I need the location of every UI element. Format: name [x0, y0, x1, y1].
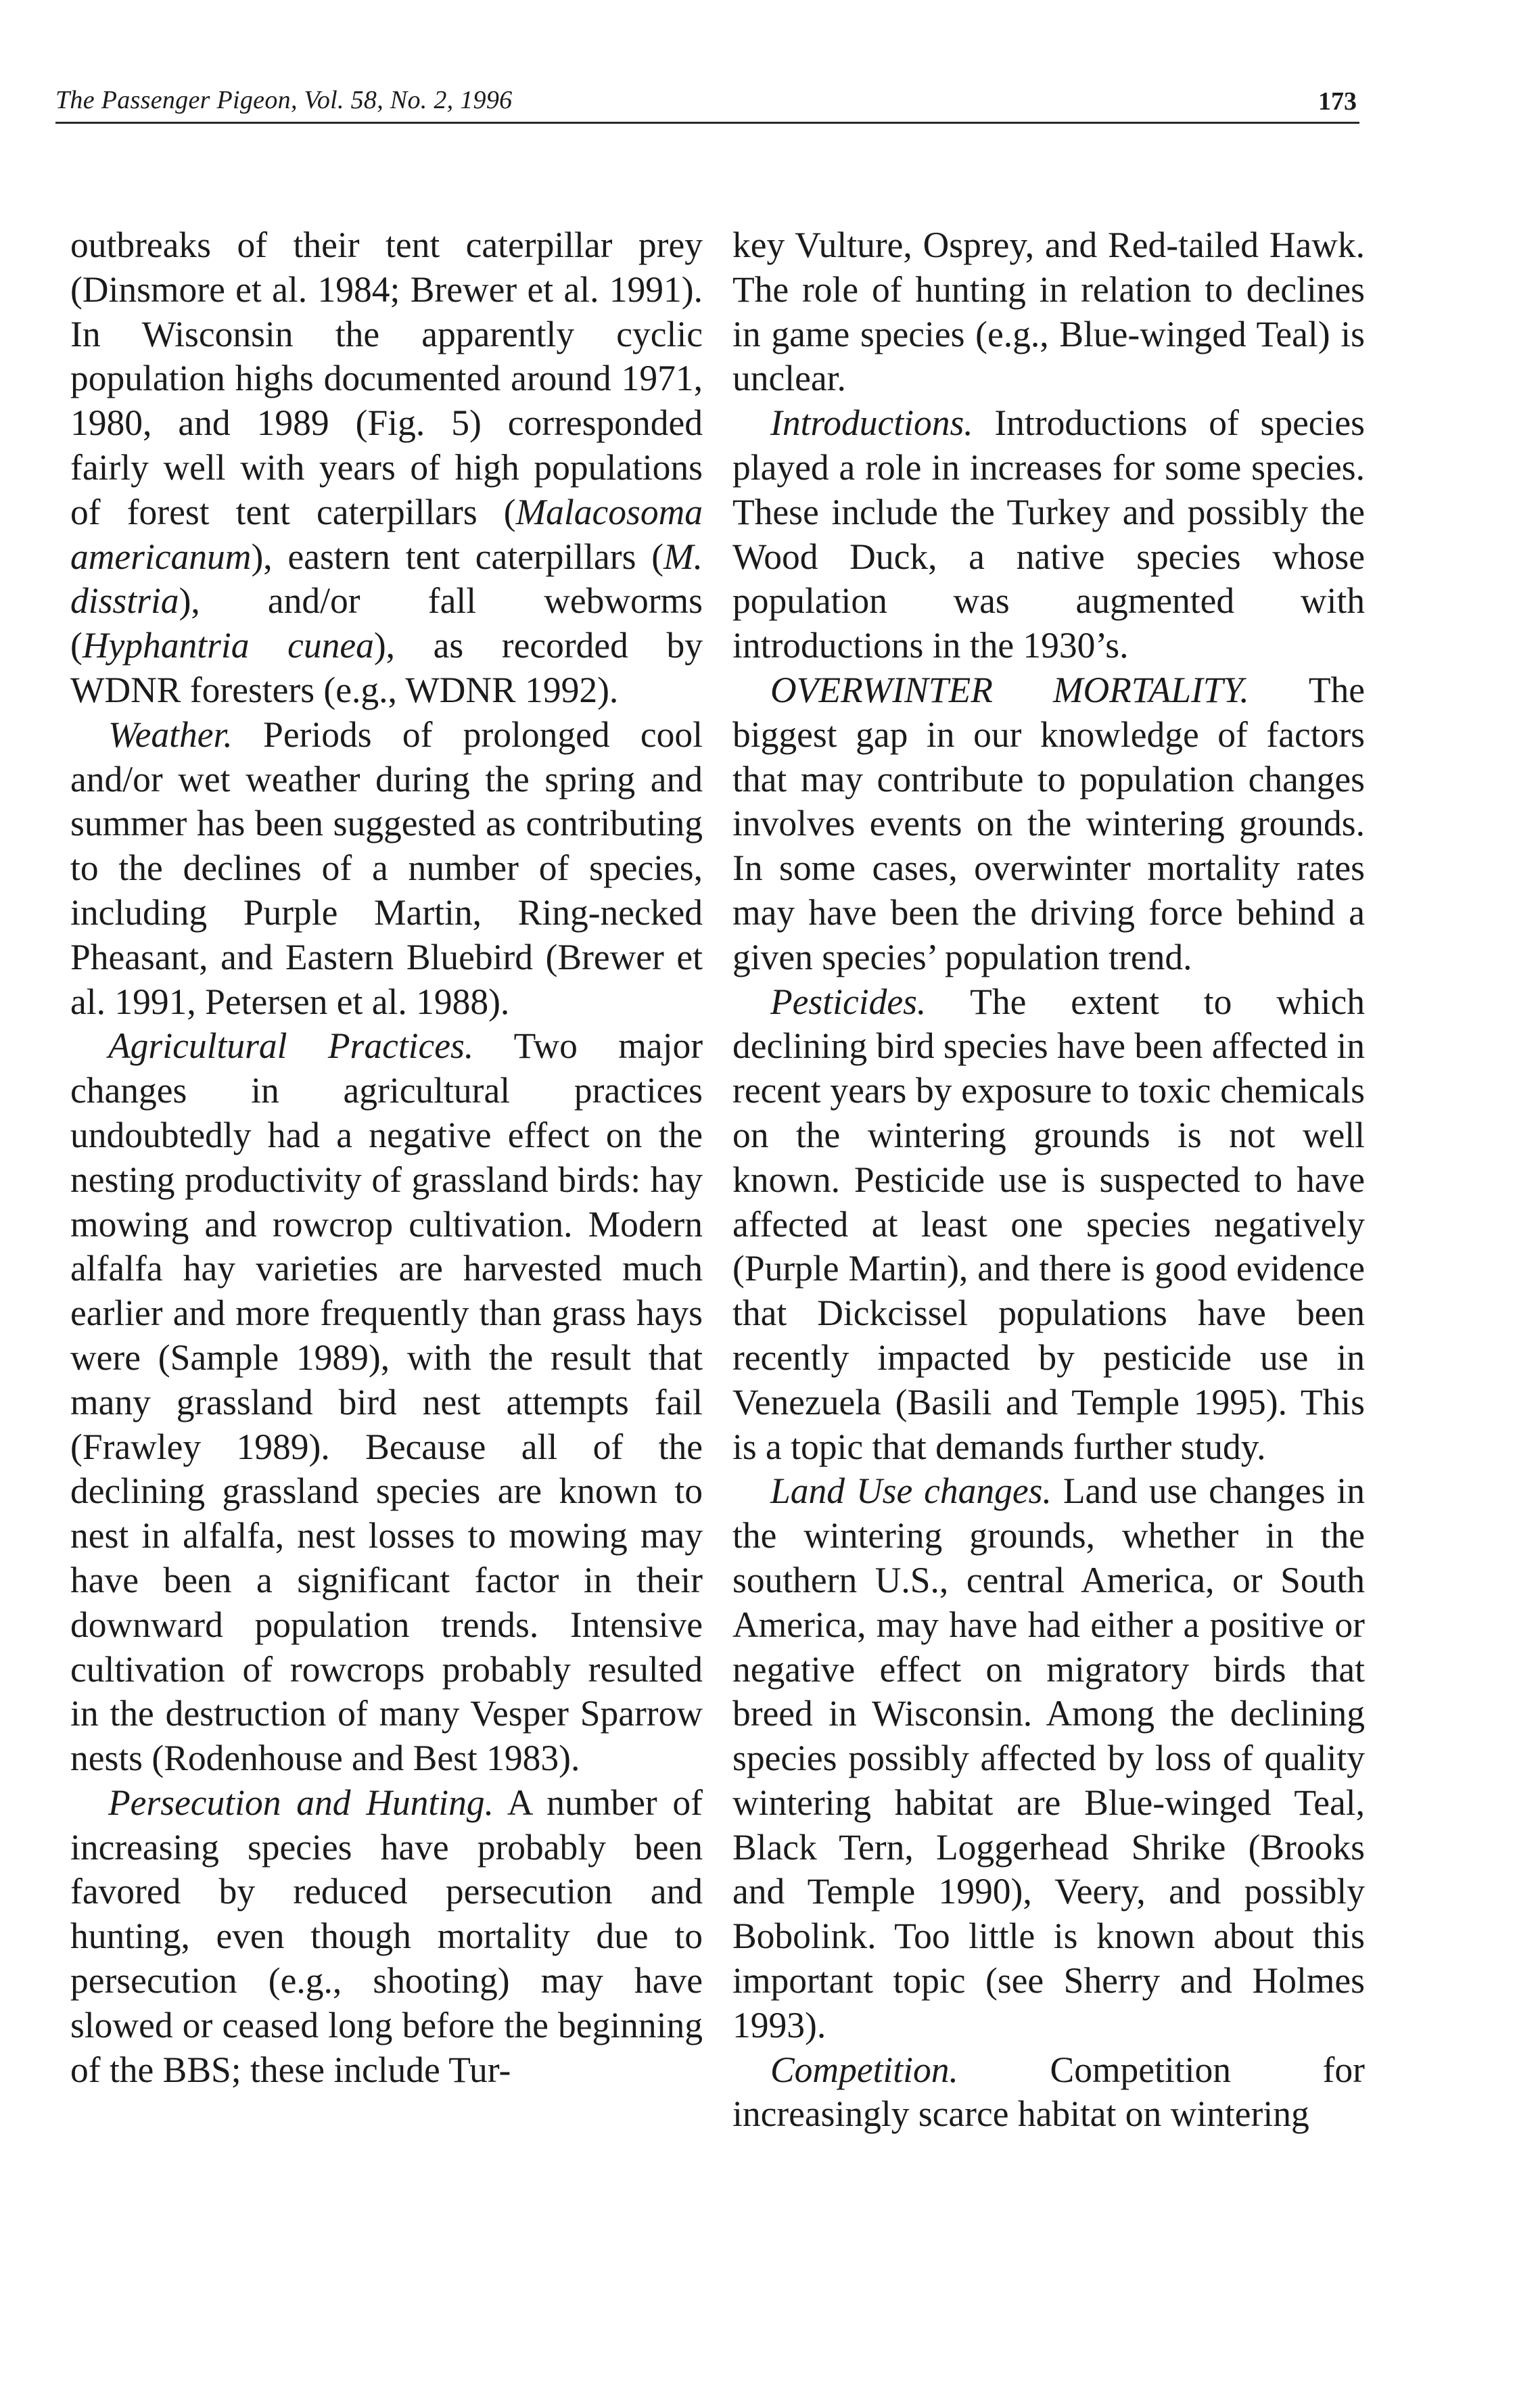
- paragraph-text: Two major changes in agricultural practices undoubtedly had a negative effect on the nesting productivity of grassland birds: hay mowing and rowcrop cultivation. Modern alfalfa hay varieties are harvested much earlier and more frequently than grass hays were (Sample 1989), with the result that many grassland bird nest attempts fail (Frawley 1989). Because all of the declining grassland species are known to nest in alfalfa, nest losses to mowing may have been a significant factor in their downward population trends. Intensive cultivation of rowcrops probably resulted in the destruction of many Vesper Sparrow nests (Rodenhouse and Best 1983).: [70, 1025, 703, 1779]
- section-heading-land-use-changes: Land Use changes.: [770, 1471, 1052, 1512]
- paragraph-hunting-continued: [732, 223, 1365, 401]
- paragraph-text: key Vulture, Osprey, and Red-tailed Hawk. The role of hunting in relation to declines in game species (e.g., Blue-winged Teal) is unclear.: [732, 225, 1365, 399]
- species-name: Hyphantria cunea: [82, 625, 374, 666]
- paragraph-pesticides: [732, 980, 1365, 1470]
- paragraph-text: Introductions of species played a role in increases for some species. These include the Turkey and possibly the Wood Duck, a native species whose population was augmented with introductions in the 1930’s.: [732, 402, 1365, 666]
- page-number: 173: [1318, 87, 1357, 116]
- section-heading-overwinter-mortality: OVERWINTER MORTALITY.: [770, 669, 1249, 710]
- paragraph-text: A number of increasing species have probably been favored by reduced persecution and hunting, even though mortality due to persecution (e.g., shooting) may have slowed or ceased long before the beginning of the BBS; these include Tur-: [70, 1782, 703, 2090]
- paragraph-weather: [70, 713, 703, 1025]
- paragraph-text: ), as recorded by WDNR foresters (e.g., WDNR 1992).: [70, 625, 703, 710]
- paragraph-text: ), and/or fall webworms (: [70, 580, 703, 666]
- section-heading-competition: Competition.: [770, 2049, 958, 2090]
- journal-title: The Passenger Pigeon, Vol. 58, No. 2, 1996: [55, 86, 513, 114]
- paragraph-tent-caterpillars: [70, 223, 703, 713]
- running-head: [55, 80, 1359, 124]
- paragraph-text: Competition for increasingly scarce habitat on wintering: [732, 2049, 1365, 2135]
- paragraph-text: Periods of prolonged cool and/or wet weather during the spring and summer has been suggested as contributing to the declines of a number of species, including Purple Martin, Ring-necked Pheasant, and Eastern Bluebird (Brewer et al. 1991, Petersen et al. 1988).: [70, 714, 703, 1022]
- paragraph-text: outbreaks of their tent caterpillar prey (Dinsmore et al. 1984; Brewer et al. 1991). In Wisconsin the apparently cyclic population highs documented around 1971, 1980, and 1989 (Fig. 5) corresponded fairly well with years of high populations of forest tent caterpillars (: [70, 225, 703, 532]
- paragraph-text: Land use changes in the wintering grounds, whether in the southern U.S., central America, or South America, may have had either a positive or negative effect on migratory birds that breed in Wisconsin. Among the declining species possibly affected by loss of quality wintering habitat are Blue-winged Teal, Black Tern, Loggerhead Shrike (Brooks and Temple 1990), Veery, and possibly Bobolink. Too little is known about this important topic (see Sherry and Holmes 1993).: [732, 1471, 1365, 2045]
- section-heading-agricultural-practices: Agricultural Practices.: [108, 1025, 474, 1067]
- species-name: M. disstria: [70, 536, 703, 622]
- right-column: [732, 223, 1365, 2137]
- left-column: [70, 223, 703, 2092]
- section-heading-persecution-hunting: Persecution and Hunting.: [108, 1782, 494, 1823]
- paragraph-text: The extent to which declining bird species have been affected in recent years by exposure to toxic chemicals on the wintering grounds is not well known. Pesticide use is suspected to have affected at least one species negatively (Purple Martin), and there is good evidence that Dickcissel populations have been recently impacted by pesticide use in Venezuela (Basili and Temple 1995). This is a topic that demands further study.: [732, 981, 1365, 1467]
- paragraph-agricultural-practices: [70, 1024, 703, 1781]
- paragraph-text: ), eastern tent caterpillars (: [251, 536, 664, 577]
- section-heading-pesticides: Pesticides.: [770, 981, 927, 1022]
- paragraph-text: The biggest gap in our knowledge of factors that may contribute to population changes involves events on the wintering grounds. In some cases, overwinter mortality rates may have been the driving force behind a given species’ population trend.: [732, 669, 1365, 977]
- species-name: Malacosoma americanum: [70, 491, 703, 577]
- paragraph-persecution-hunting: [70, 1781, 703, 2093]
- paragraph-competition: [732, 2048, 1365, 2137]
- paragraph-land-use-changes: [732, 1469, 1365, 2047]
- section-heading-weather: Weather.: [108, 714, 233, 755]
- paragraph-overwinter-mortality: [732, 668, 1365, 980]
- paragraph-introductions: [732, 401, 1365, 668]
- section-heading-introductions: Introductions.: [770, 402, 973, 444]
